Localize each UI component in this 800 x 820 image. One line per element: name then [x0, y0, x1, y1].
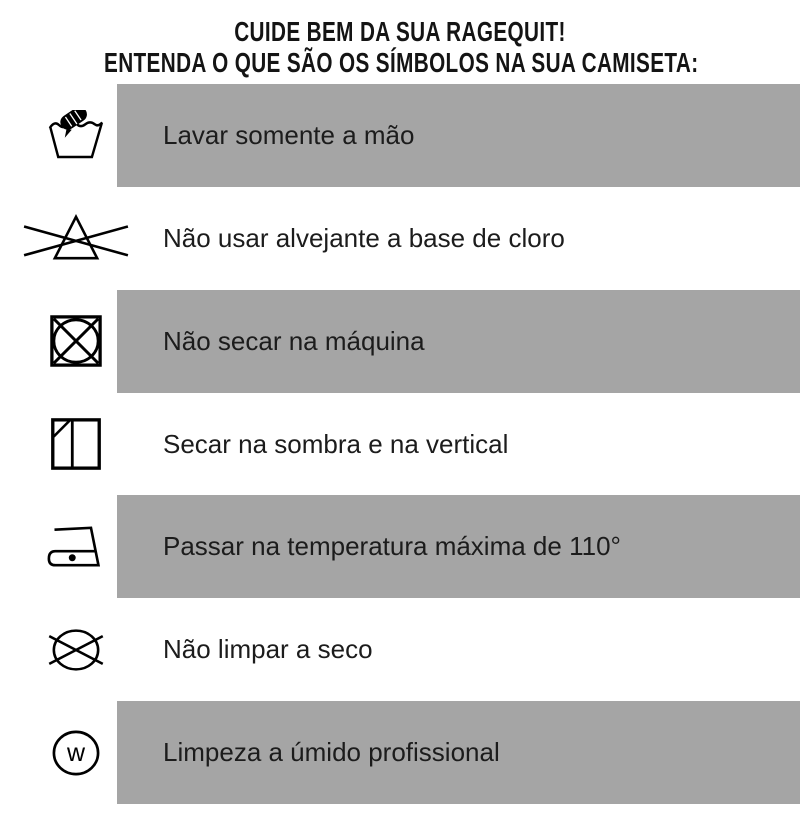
- care-symbol-band: [117, 84, 800, 187]
- no-dry-clean-icon: [47, 626, 105, 674]
- iron-max-110-icon: [47, 525, 105, 569]
- icon-cell: [0, 495, 117, 598]
- icon-cell: [0, 701, 117, 804]
- care-symbol-row-no-dry-clean: [0, 598, 800, 701]
- care-symbol-band: [117, 598, 800, 701]
- no-machine-dry-icon: [48, 314, 104, 368]
- wet-clean-letter: w: [66, 738, 86, 767]
- care-symbol-label: Limpeza a úmido profissional: [163, 737, 500, 768]
- care-symbol-row-iron-max-110: [0, 495, 800, 598]
- icon-cell: [0, 187, 117, 290]
- care-symbols-list: [0, 84, 800, 804]
- page-header: [0, 0, 800, 84]
- icon-cell: [0, 598, 117, 701]
- care-symbol-label: Não secar na máquina: [163, 325, 425, 356]
- hand-wash-icon: [47, 110, 105, 160]
- care-symbol-label: Lavar somente a mão: [163, 119, 415, 150]
- care-symbol-label: Passar na temperatura máxima de 110°: [163, 531, 621, 562]
- care-symbol-band: [117, 187, 800, 290]
- icon-cell: [0, 393, 117, 496]
- care-symbol-row-no-bleach: [0, 187, 800, 290]
- icon-cell: [0, 84, 117, 187]
- page-title-line-1: CUIDE BEM DA SUA RAGEQUIT!: [234, 16, 566, 47]
- icon-cell: [0, 290, 117, 393]
- care-symbol-label: Não usar alvejante a base de cloro: [163, 222, 565, 253]
- care-symbol-label: Secar na sombra e na vertical: [163, 428, 509, 459]
- care-symbol-band: [117, 495, 800, 598]
- care-symbol-band: [117, 393, 800, 496]
- wet-clean-icon: [51, 729, 101, 777]
- care-symbol-row-dry-shade-vertical: [0, 393, 800, 496]
- care-symbol-row-wet-clean: [0, 701, 800, 804]
- dry-shade-vertical-icon: [50, 417, 102, 471]
- care-symbol-row-hand-wash: [0, 84, 800, 187]
- care-symbol-label: Não limpar a seco: [163, 634, 373, 665]
- page-title-line-2: ENTENDA O QUE SÃO OS SÍMBOLOS NA SUA CAMISETA:: [104, 47, 699, 78]
- care-symbol-band: [117, 701, 800, 804]
- care-symbol-band: [117, 290, 800, 393]
- no-bleach-icon: [22, 213, 130, 263]
- care-symbol-row-no-machine-dry: [0, 290, 800, 393]
